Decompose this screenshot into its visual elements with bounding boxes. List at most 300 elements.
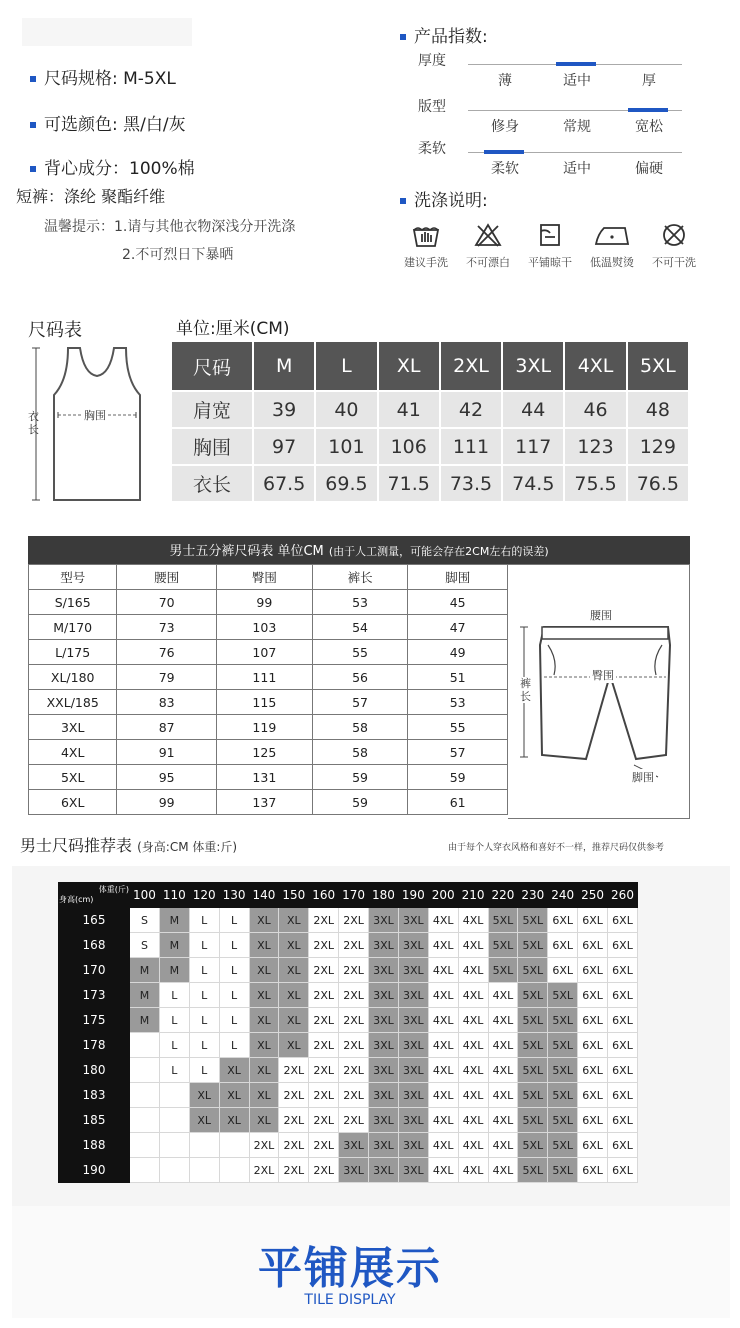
- weight-header-cell: 170: [339, 883, 369, 908]
- table-cell: 5XL: [29, 765, 117, 790]
- size-cell: 3XL: [369, 958, 399, 983]
- table-cell: 99: [216, 590, 312, 615]
- size-cell: 2XL: [309, 1033, 339, 1058]
- size-cell: 4XL: [458, 1058, 488, 1083]
- shorts-table-title: 男士五分裤尺码表 单位CM: [169, 544, 324, 559]
- index-selected-mark: [556, 62, 596, 66]
- weight-header-cell: 180: [369, 883, 399, 908]
- index-row-label: 厚度: [418, 53, 446, 69]
- size-cell: L: [189, 933, 219, 958]
- table-row: [171, 341, 689, 391]
- vest-table-title: 尺码表: [28, 320, 82, 341]
- weight-header-cell: 190: [398, 883, 428, 908]
- size-cell: 5XL: [518, 933, 548, 958]
- index-row-label: 版型: [418, 99, 446, 115]
- size-cell: 4XL: [458, 1083, 488, 1108]
- tip-line-2: 2.不可烈日下暴晒: [122, 247, 234, 263]
- wash-item: 不可干洗: [642, 222, 706, 270]
- table-cell: 59: [408, 765, 508, 790]
- size-cell: 4XL: [458, 1108, 488, 1133]
- size-cell: 5XL: [548, 1133, 578, 1158]
- index-option: 厚: [642, 73, 656, 89]
- size-cell: 4XL: [488, 1133, 518, 1158]
- table-header-cell: XL: [378, 341, 440, 391]
- table-cell: 137: [216, 790, 312, 815]
- size-cell: XL: [249, 1108, 279, 1133]
- size-cell: 6XL: [608, 1058, 638, 1083]
- size-cell: 6XL: [578, 958, 608, 983]
- low-iron-icon: [592, 222, 632, 248]
- index-selected-mark: [628, 108, 668, 112]
- size-cell: 6XL: [578, 1058, 608, 1083]
- size-cell: 5XL: [518, 1158, 548, 1183]
- size-cell: 3XL: [369, 908, 399, 933]
- shorts-length-label: 裤长: [520, 677, 534, 703]
- weight-header-cell: 150: [279, 883, 309, 908]
- size-cell: 2XL: [249, 1133, 279, 1158]
- size-cell: M: [159, 908, 189, 933]
- table-cell: 55: [312, 640, 408, 665]
- size-cell: XL: [279, 1033, 309, 1058]
- table-cell: 肩宽: [171, 391, 253, 428]
- size-cell: L: [189, 958, 219, 983]
- size-cell: 3XL: [369, 1108, 399, 1133]
- shorts-hip-label: 臀围: [592, 669, 614, 682]
- shorts-diagram: [508, 564, 690, 819]
- no-dry-clean-icon: [659, 222, 689, 248]
- size-cell: 6XL: [608, 1008, 638, 1033]
- table-cell: 71.5: [378, 465, 440, 502]
- table-cell: 73.5: [440, 465, 502, 502]
- index-row-label: 柔软: [418, 141, 446, 157]
- table-cell: 87: [117, 715, 217, 740]
- table-cell: 41: [378, 391, 440, 428]
- size-cell: 3XL: [369, 1008, 399, 1033]
- weight-header-cell: 130: [219, 883, 249, 908]
- size-cell: L: [159, 1058, 189, 1083]
- size-cell: 3XL: [369, 1083, 399, 1108]
- size-cell: 3XL: [369, 1133, 399, 1158]
- table-header-cell: L: [315, 341, 377, 391]
- table-cell: 106: [378, 428, 440, 465]
- table-cell: 4XL: [29, 740, 117, 765]
- size-cell: 6XL: [608, 1033, 638, 1058]
- table-cell: 101: [315, 428, 377, 465]
- size-cell: XL: [249, 983, 279, 1008]
- table-row: [29, 640, 508, 665]
- size-cell: 4XL: [458, 958, 488, 983]
- size-cell: 3XL: [339, 1133, 369, 1158]
- color-options: 可选颜色: 黑/白/灰: [30, 110, 186, 135]
- index-option: 偏硬: [635, 161, 663, 177]
- size-cell: XL: [249, 1008, 279, 1033]
- table-cell: 59: [312, 765, 408, 790]
- size-cell: 6XL: [578, 1133, 608, 1158]
- size-cell: 5XL: [518, 1133, 548, 1158]
- table-cell: 57: [312, 690, 408, 715]
- size-cell: 2XL: [279, 1058, 309, 1083]
- size-cell: XL: [249, 933, 279, 958]
- size-cell: 4XL: [428, 983, 458, 1008]
- table-cell: 97: [253, 428, 315, 465]
- table-cell: 75.5: [564, 465, 626, 502]
- size-cell: L: [189, 983, 219, 1008]
- size-cell: 3XL: [398, 958, 428, 983]
- size-cell: L: [219, 1008, 249, 1033]
- height-header-cell: 190: [59, 1158, 130, 1183]
- table-cell: 95: [117, 765, 217, 790]
- size-cell: 2XL: [309, 1083, 339, 1108]
- size-cell: XL: [249, 1058, 279, 1083]
- wash-title: 洗涤说明:: [400, 186, 488, 211]
- table-cell: 115: [216, 690, 312, 715]
- size-cell: [219, 1158, 249, 1183]
- height-header-cell: 185: [59, 1108, 130, 1133]
- size-cell: 6XL: [548, 958, 578, 983]
- size-cell: 6XL: [608, 1108, 638, 1133]
- size-cell: 3XL: [398, 1158, 428, 1183]
- size-cell: 5XL: [518, 1083, 548, 1108]
- size-cell: XL: [219, 1083, 249, 1108]
- table-cell: 111: [216, 665, 312, 690]
- table-cell: 46: [564, 391, 626, 428]
- size-cell: 5XL: [518, 958, 548, 983]
- wash-item: 不可漂白: [456, 222, 520, 270]
- size-cell: 2XL: [279, 1083, 309, 1108]
- size-cell: 3XL: [398, 1008, 428, 1033]
- size-cell: 3XL: [398, 1033, 428, 1058]
- size-cell: 2XL: [339, 1108, 369, 1133]
- table-row: [29, 715, 508, 740]
- vest-length-label: 衣长: [28, 410, 39, 436]
- table-header-cell: 2XL: [440, 341, 502, 391]
- weight-header-cell: 220: [488, 883, 518, 908]
- size-cell: L: [219, 933, 249, 958]
- size-cell: 6XL: [608, 1133, 638, 1158]
- weight-header-cell: 110: [159, 883, 189, 908]
- table-cell: 76.5: [627, 465, 689, 502]
- table-cell: 70: [117, 590, 217, 615]
- size-cell: L: [189, 908, 219, 933]
- size-cell: 5XL: [488, 933, 518, 958]
- table-header-cell: 脚围: [408, 565, 508, 590]
- size-cell: 2XL: [339, 933, 369, 958]
- table-cell: 48: [627, 391, 689, 428]
- size-cell: XL: [189, 1083, 219, 1108]
- table-cell: 99: [117, 790, 217, 815]
- size-cell: 4XL: [488, 1033, 518, 1058]
- size-cell: 4XL: [488, 1108, 518, 1133]
- table-header-cell: 腰围: [117, 565, 217, 590]
- table-row: [59, 983, 638, 1008]
- size-cell: XL: [189, 1108, 219, 1133]
- size-cell: 5XL: [518, 983, 548, 1008]
- table-row: [59, 1033, 638, 1058]
- table-cell: 衣长: [171, 465, 253, 502]
- table-cell: 73: [117, 615, 217, 640]
- wash-item: 平铺晾干: [518, 222, 582, 270]
- table-header-cell: M: [253, 341, 315, 391]
- size-cell: 2XL: [309, 983, 339, 1008]
- index-option: 修身: [491, 119, 519, 135]
- table-row: [29, 690, 508, 715]
- table-cell: 47: [408, 615, 508, 640]
- size-cell: XL: [279, 908, 309, 933]
- recommend-note: 由于每个人穿衣风格和喜好不一样，推荐尺码仅供参考: [448, 843, 665, 853]
- table-cell: M/170: [29, 615, 117, 640]
- size-cell: L: [159, 983, 189, 1008]
- vest-diagram: [22, 340, 156, 506]
- shorts-waist-label: 腰围: [590, 609, 612, 622]
- size-cell: XL: [279, 933, 309, 958]
- table-cell: 49: [408, 640, 508, 665]
- size-cell: L: [189, 1058, 219, 1083]
- recommend-title-wrap: [20, 833, 237, 856]
- size-cell: [130, 1108, 160, 1133]
- recommend-table: [58, 882, 638, 1183]
- table-cell: 131: [216, 765, 312, 790]
- size-cell: 5XL: [548, 1158, 578, 1183]
- table-row: [59, 933, 638, 958]
- size-cell: 3XL: [398, 1108, 428, 1133]
- table-cell: S/165: [29, 590, 117, 615]
- height-header-cell: 165: [59, 908, 130, 933]
- size-cell: 6XL: [608, 908, 638, 933]
- table-row: [59, 908, 638, 933]
- size-cell: 4XL: [458, 1033, 488, 1058]
- table-cell: 58: [312, 740, 408, 765]
- size-cell: 2XL: [339, 1033, 369, 1058]
- table-cell: 119: [216, 715, 312, 740]
- size-cell: 5XL: [488, 958, 518, 983]
- size-cell: 2XL: [339, 983, 369, 1008]
- table-cell: 79: [117, 665, 217, 690]
- size-cell: [219, 1133, 249, 1158]
- size-cell: 4XL: [428, 1158, 458, 1183]
- table-row: [171, 428, 689, 465]
- shorts-size-table: [28, 564, 508, 815]
- size-cell: 3XL: [398, 1133, 428, 1158]
- shorts-table-note: (由于人工测量，可能会存在2CM左右的误差): [328, 545, 549, 558]
- weight-header-cell: 140: [249, 883, 279, 908]
- size-cell: 3XL: [369, 983, 399, 1008]
- size-cell: M: [130, 1008, 160, 1033]
- size-cell: 4XL: [428, 1058, 458, 1083]
- size-cell: L: [219, 958, 249, 983]
- size-cell: 3XL: [398, 933, 428, 958]
- size-cell: 4XL: [458, 1008, 488, 1033]
- vest-table-unit: 单位:厘米(CM): [176, 319, 290, 339]
- size-cell: 4XL: [458, 933, 488, 958]
- size-cell: 5XL: [518, 1033, 548, 1058]
- size-cell: 2XL: [309, 958, 339, 983]
- table-row: [59, 1133, 638, 1158]
- size-cell: 2XL: [279, 1158, 309, 1183]
- corner-top: 体重(斤): [98, 885, 129, 894]
- size-cell: 2XL: [309, 908, 339, 933]
- index-option: 常规: [563, 119, 591, 135]
- size-cell: 6XL: [548, 908, 578, 933]
- size-cell: S: [130, 908, 160, 933]
- table-row: [29, 765, 508, 790]
- weight-header-cell: 120: [189, 883, 219, 908]
- size-cell: L: [159, 1008, 189, 1033]
- size-cell: [159, 1108, 189, 1133]
- index-selected-mark: [484, 150, 524, 154]
- table-cell: 129: [627, 428, 689, 465]
- size-cell: 5XL: [518, 908, 548, 933]
- table-cell: 67.5: [253, 465, 315, 502]
- size-cell: 4XL: [458, 908, 488, 933]
- vest-material: 背心成分：100%棉: [30, 154, 195, 179]
- size-cell: 5XL: [518, 1058, 548, 1083]
- size-cell: 4XL: [488, 1058, 518, 1083]
- table-cell: 胸围: [171, 428, 253, 465]
- table-cell: 111: [440, 428, 502, 465]
- size-cell: 4XL: [428, 908, 458, 933]
- table-header-cell: 4XL: [564, 341, 626, 391]
- tile-title: 平铺展示: [258, 1243, 442, 1294]
- table-cell: 125: [216, 740, 312, 765]
- size-cell: 5XL: [548, 1033, 578, 1058]
- size-cell: 3XL: [339, 1158, 369, 1183]
- size-cell: 3XL: [398, 1083, 428, 1108]
- size-cell: 6XL: [578, 908, 608, 933]
- size-cell: 6XL: [578, 1158, 608, 1183]
- size-cell: L: [219, 1033, 249, 1058]
- size-cell: 5XL: [548, 1058, 578, 1083]
- table-row: [59, 958, 638, 983]
- size-cell: XL: [249, 1033, 279, 1058]
- weight-header-cell: 100: [130, 883, 160, 908]
- table-cell: 69.5: [315, 465, 377, 502]
- weight-header-cell: 250: [578, 883, 608, 908]
- weight-header-cell: 160: [309, 883, 339, 908]
- table-cell: 51: [408, 665, 508, 690]
- size-cell: [189, 1133, 219, 1158]
- table-row: [59, 1008, 638, 1033]
- table-row: [59, 1058, 638, 1083]
- weight-header-cell: 200: [428, 883, 458, 908]
- size-cell: 5XL: [518, 1108, 548, 1133]
- size-cell: 3XL: [369, 1158, 399, 1183]
- table-cell: 56: [312, 665, 408, 690]
- size-cell: 2XL: [309, 1133, 339, 1158]
- size-cell: M: [159, 958, 189, 983]
- corner-cell: [59, 883, 130, 908]
- size-cell: [189, 1158, 219, 1183]
- size-cell: 6XL: [548, 933, 578, 958]
- corner-bottom: 身高(cm): [59, 895, 94, 904]
- table-cell: XXL/185: [29, 690, 117, 715]
- table-cell: 55: [408, 715, 508, 740]
- table-cell: 123: [564, 428, 626, 465]
- size-cell: 2XL: [339, 958, 369, 983]
- table-cell: L/175: [29, 640, 117, 665]
- index-option: 薄: [498, 73, 512, 89]
- size-cell: 4XL: [458, 1133, 488, 1158]
- size-cell: M: [130, 983, 160, 1008]
- size-cell: 2XL: [339, 1058, 369, 1083]
- size-cell: [130, 1058, 160, 1083]
- size-cell: 3XL: [398, 1058, 428, 1083]
- size-spec: 尺码规格: M-5XL: [30, 64, 176, 89]
- size-cell: 3XL: [369, 1033, 399, 1058]
- size-cell: S: [130, 933, 160, 958]
- size-cell: [159, 1083, 189, 1108]
- size-cell: 4XL: [428, 1133, 458, 1158]
- table-cell: 40: [315, 391, 377, 428]
- table-row: [29, 665, 508, 690]
- table-row: [59, 883, 638, 908]
- size-cell: 2XL: [339, 1083, 369, 1108]
- size-cell: 4XL: [428, 1083, 458, 1108]
- size-cell: 6XL: [578, 933, 608, 958]
- size-cell: 2XL: [309, 1008, 339, 1033]
- size-cell: M: [159, 933, 189, 958]
- table-row: [171, 391, 689, 428]
- size-cell: L: [159, 1033, 189, 1058]
- wash-icons: [398, 222, 708, 278]
- table-cell: 59: [312, 790, 408, 815]
- table-cell: 76: [117, 640, 217, 665]
- table-cell: 57: [408, 740, 508, 765]
- wash-item: 建议手洗: [394, 222, 458, 270]
- size-cell: 4XL: [458, 1158, 488, 1183]
- size-cell: 2XL: [309, 1058, 339, 1083]
- table-cell: XL/180: [29, 665, 117, 690]
- table-row: [29, 590, 508, 615]
- table-cell: 61: [408, 790, 508, 815]
- size-cell: 2XL: [339, 1008, 369, 1033]
- size-cell: 2XL: [309, 1108, 339, 1133]
- table-row: [171, 465, 689, 502]
- shorts-hem-label: 脚围: [632, 771, 654, 784]
- size-cell: 6XL: [608, 983, 638, 1008]
- height-header-cell: 183: [59, 1083, 130, 1108]
- table-cell: 3XL: [29, 715, 117, 740]
- size-cell: XL: [249, 1083, 279, 1108]
- size-cell: 2XL: [279, 1133, 309, 1158]
- table-row: [29, 790, 508, 815]
- size-cell: 4XL: [488, 1158, 518, 1183]
- size-cell: 3XL: [369, 1058, 399, 1083]
- size-cell: [159, 1133, 189, 1158]
- size-cell: XL: [249, 958, 279, 983]
- table-header-cell: 臀围: [216, 565, 312, 590]
- size-cell: 6XL: [608, 933, 638, 958]
- vest-size-table: [170, 340, 690, 503]
- size-cell: 6XL: [608, 1083, 638, 1108]
- size-cell: 5XL: [488, 908, 518, 933]
- table-row: [29, 615, 508, 640]
- size-cell: 3XL: [398, 908, 428, 933]
- size-cell: [130, 1133, 160, 1158]
- height-header-cell: 175: [59, 1008, 130, 1033]
- size-cell: 2XL: [279, 1108, 309, 1133]
- index-option: 柔软: [491, 161, 519, 177]
- size-cell: [159, 1158, 189, 1183]
- table-cell: 107: [216, 640, 312, 665]
- size-cell: XL: [279, 1008, 309, 1033]
- size-cell: XL: [219, 1058, 249, 1083]
- table-cell: 44: [502, 391, 564, 428]
- size-cell: 4XL: [428, 1008, 458, 1033]
- size-cell: 4XL: [488, 1008, 518, 1033]
- table-row: [29, 565, 508, 590]
- shorts-material: 短裤：涤纶 聚酯纤维: [16, 187, 166, 206]
- height-header-cell: 170: [59, 958, 130, 983]
